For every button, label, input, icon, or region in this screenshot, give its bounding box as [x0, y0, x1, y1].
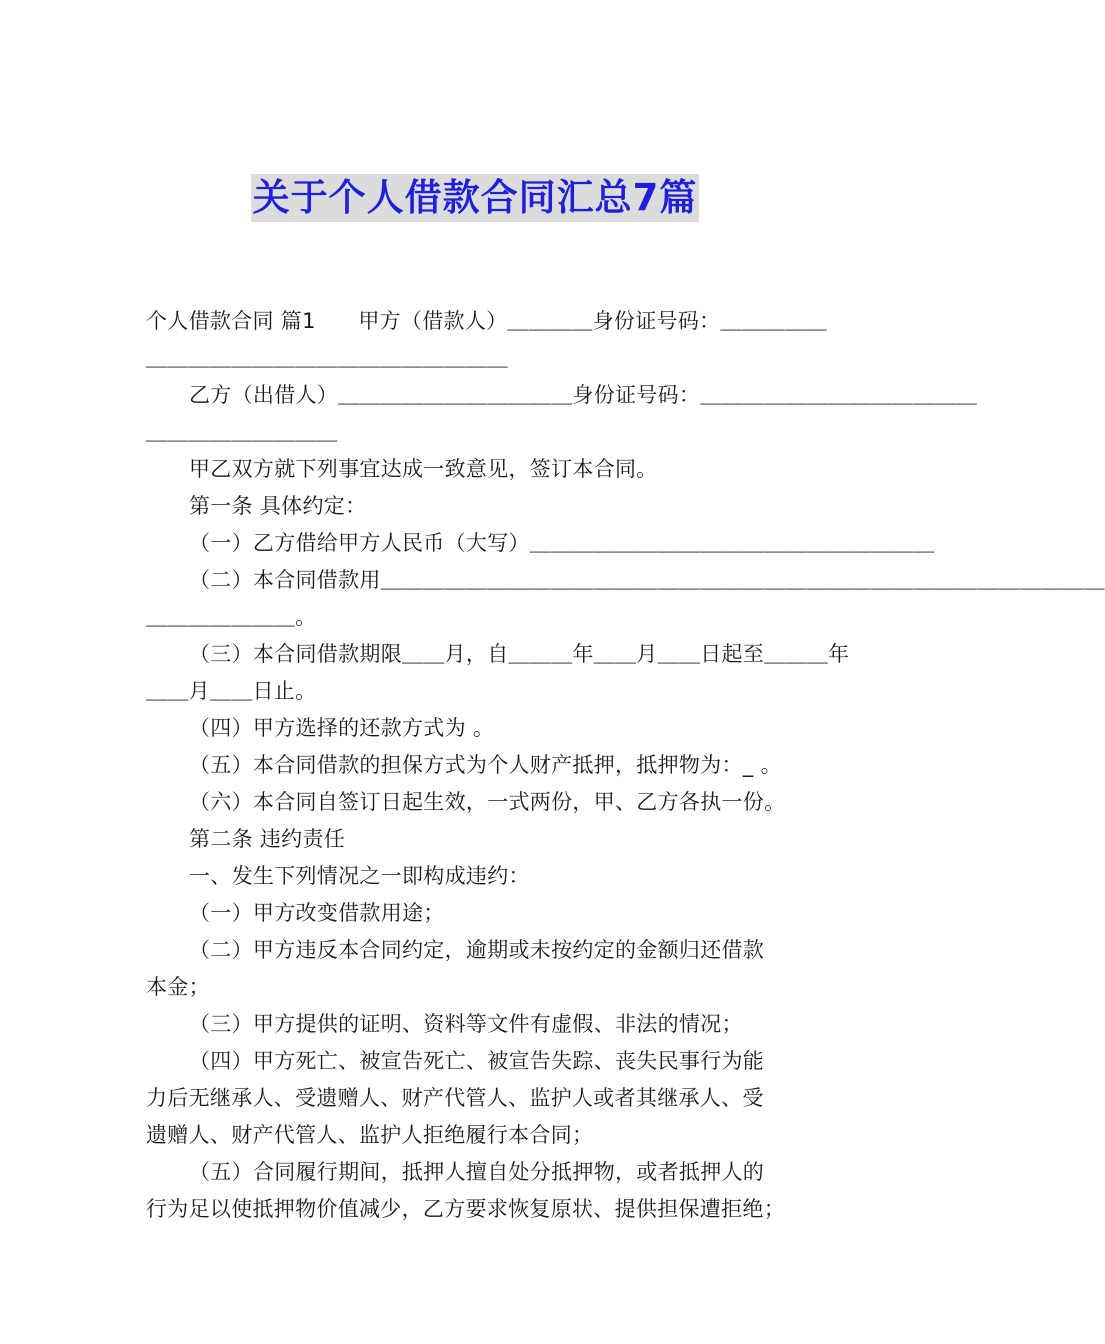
- paragraph-line: （五）本合同借款的担保方式为个人财产抵押，抵押物为：_ 。: [189, 753, 782, 777]
- document-title: 关于个人借款合同汇总7篇: [251, 174, 700, 222]
- paragraph-line: ＿＿＿＿＿＿＿＿＿＿＿＿＿＿＿＿＿: [146, 346, 509, 370]
- paragraph-line: ＿＿＿＿＿＿＿。: [146, 605, 317, 629]
- paragraph-line: ＿＿＿＿＿＿＿＿＿: [146, 420, 338, 444]
- paragraph-line: （六）本合同自签订日起生效，一式两份，甲、乙方各执一份。: [189, 790, 786, 814]
- section-heading: 第一条 具体约定：: [189, 494, 367, 518]
- paragraph-line: （四）甲方选择的还款方式为 。: [189, 716, 495, 740]
- paragraph-line: ＿＿月＿＿日止。: [146, 679, 317, 703]
- paragraph-line: （一）乙方借给甲方人民币（大写）＿＿＿＿＿＿＿＿＿＿＿＿＿＿＿＿＿＿＿: [189, 531, 935, 555]
- paragraph-line: （二）甲方违反本合同约定，逾期或未按约定的金额归还借款: [189, 938, 765, 962]
- paragraph-line: （一）甲方改变借款用途；: [189, 901, 445, 925]
- paragraph-line: 个人借款合同 篇1 甲方（借款人）＿＿＿＿身份证号码：＿＿＿＿＿: [146, 309, 827, 333]
- paragraph-line: （二）本合同借款用＿＿＿＿＿＿＿＿＿＿＿＿＿＿＿＿＿＿＿＿＿＿＿＿＿＿＿＿＿＿＿＿＿＿: [189, 568, 1105, 592]
- paragraph-line: （三）甲方提供的证明、资料等文件有虚假、非法的情况；: [189, 1012, 743, 1036]
- document-title-wrapper: [0, 174, 950, 222]
- document-body: [146, 303, 1105, 1228]
- section-heading: 第二条 违约责任: [189, 827, 346, 851]
- paragraph-line: 乙方（出借人）＿＿＿＿＿＿＿＿＿＿＿身份证号码：＿＿＿＿＿＿＿＿＿＿＿＿＿: [189, 383, 978, 407]
- paragraph-line: 力后无继承人、受遗赠人、财产代管人、监护人或者其继承人、受: [146, 1086, 764, 1110]
- paragraph-line: （五）合同履行期间，抵押人擅自处分抵押物，或者抵押人的: [189, 1160, 765, 1184]
- paragraph-line: 本金；: [146, 975, 210, 999]
- paragraph-line: （四）甲方死亡、被宣告死亡、被宣告失踪、丧失民事行为能: [189, 1049, 765, 1073]
- paragraph-line: 甲乙双方就下列事宜达成一致意见，签订本合同。: [189, 457, 658, 481]
- paragraph-line: 行为足以使抵押物价值减少，乙方要求恢复原状、提供担保遭拒绝；: [146, 1197, 785, 1221]
- paragraph-line: 遗赠人、财产代管人、监护人拒绝履行本合同；: [146, 1123, 594, 1147]
- paragraph-line: （三）本合同借款期限＿＿月，自＿＿＿年＿＿月＿＿日起至＿＿＿年: [189, 642, 850, 666]
- paragraph-line: 一、发生下列情况之一即构成违约：: [189, 864, 530, 888]
